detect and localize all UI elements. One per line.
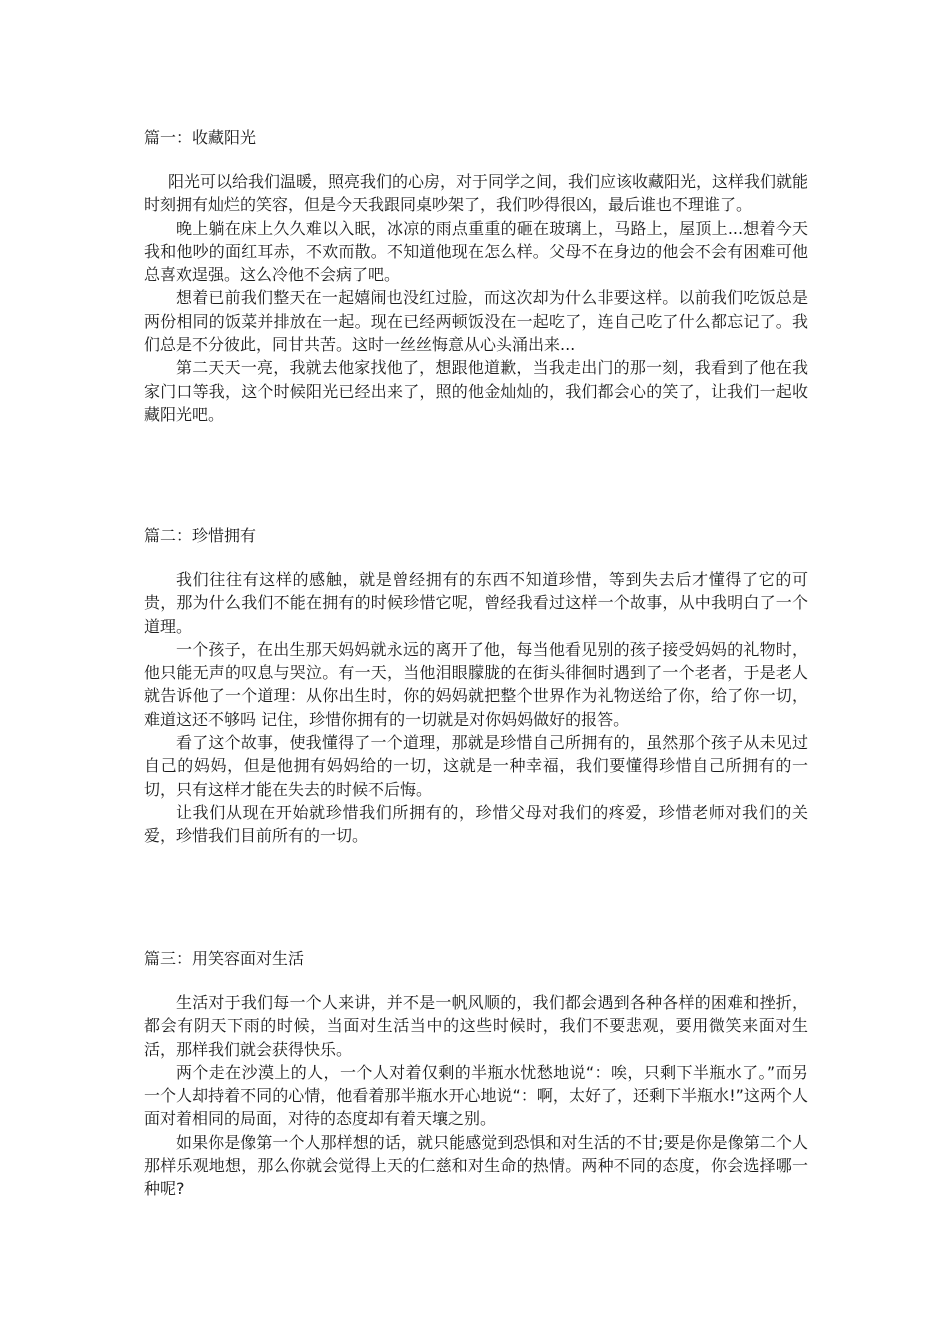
section-heading: 篇一：收藏阳光 (144, 128, 257, 147)
paragraph: 阳光可以给我们温暖，照亮我们的心房，对于同学之间，我们应该收藏阳光，这样我们就能时刻拥有灿烂的笑容，但是今天我跟同桌吵架了，我们吵得很凶，最后谁也不理谁了。 (144, 172, 809, 215)
paragraph: 晚上躺在床上久久难以入眠，冰凉的雨点重重的砸在玻璃上，马路上，屋顶上...想着今天我和他吵的面红耳赤，不欢而散。不知道他现在怎么样。父母不在身边的他会不会有困难可他总喜欢逞强。这么冷他不会病了吧。 (144, 218, 808, 285)
paragraph: 看了这个故事，使我懂得了一个道理，那就是珍惜自己所拥有的，虽然那个孩子从未见过自己的妈妈，但是他拥有妈妈给的一切，这就是一种幸福，我们要懂得珍惜自己所拥有的一切，只有这样才能在失去的时候不后悔。 (144, 733, 808, 799)
paragraph: 一个孩子，在出生那天妈妈就永远的离开了他，每当他看见别的孩子接受妈妈的礼物时，他只能无声的叹息与哭泣。有一天，当他泪眼朦胧的在街头徘徊时遇到了一个老者，于是老人就告诉他了一个道理：从你出生时，你的妈妈就把整个世界作为礼物送给了你，给了你一切，难道这还不够吗 记住，珍惜你拥有的一切就是对你妈妈做好的报答。 (144, 639, 808, 729)
paragraph: 第二天天一亮，我就去他家找他了，想跟他道歉，当我走出门的那一刻，我看到了他在我家门口等我，这个时候阳光已经出来了，照的他金灿灿的，我们都会心的笑了，让我们一起收藏阳光吧。 (144, 358, 808, 424)
paragraph: 我们往往有这样的感触，就是曾经拥有的东西不知道珍惜，等到失去后才懂得了它的可贵，那为什么我们不能在拥有的时候珍惜它呢，曾经我看过这样一个故事，从中我明白了一个道理。 (144, 570, 808, 636)
essay-section-3 (144, 949, 808, 1201)
section-heading: 篇二：珍惜拥有 (144, 526, 257, 545)
paragraph: 让我们从现在开始就珍惜我们所拥有的，珍惜父母对我们的疼爱，珍惜老师对我们的关爱，珍惜我们目前所有的一切。 (144, 802, 808, 846)
paragraph: 想着已前我们整天在一起嬉闹也没红过脸，而这次却为什么非要这样。以前我们吃饭总是两份相同的饭菜并排放在一起。现在已经两顿饭没在一起吃了，连自己吃了什么都忘记了。我们总是不分彼此，同甘共苦。这时一丝丝悔意从心头涌出来... (144, 288, 808, 355)
essay-section-1 (144, 128, 808, 426)
section-body (144, 170, 808, 426)
section-body (144, 568, 808, 848)
essay-section-2 (144, 526, 808, 848)
section-heading: 篇三：用笑容面对生活 (144, 949, 305, 968)
paragraph: 如果你是像第一个人那样想的话，就只能感觉到恐惧和对生活的不甘;要是你是像第二个人那样乐观地想，那么你就会觉得上天的仁慈和对生命的热情。两种不同的态度，你会选择哪一种呢? (144, 1132, 808, 1199)
section-body (144, 991, 808, 1201)
paragraph: 两个走在沙漠上的人，一个人对着仅剩的半瓶水忧愁地说“：唉，只剩下半瓶水了。”而另一个人却持着不同的心情，他看着那半瓶水开心地说“：啊，太好了，还剩下半瓶水!”这两个人面对着相同的局面，对待的态度却有着天壤之别。 (144, 1062, 808, 1129)
paragraph: 生活对于我们每一个人来讲，并不是一帆风顺的，我们都会遇到各种各样的困难和挫折，都会有阴天下雨的时候，当面对生活当中的这些时候时，我们不要悲观，要用微笑来面对生活，那样我们就会获得快乐。 (144, 993, 808, 1059)
